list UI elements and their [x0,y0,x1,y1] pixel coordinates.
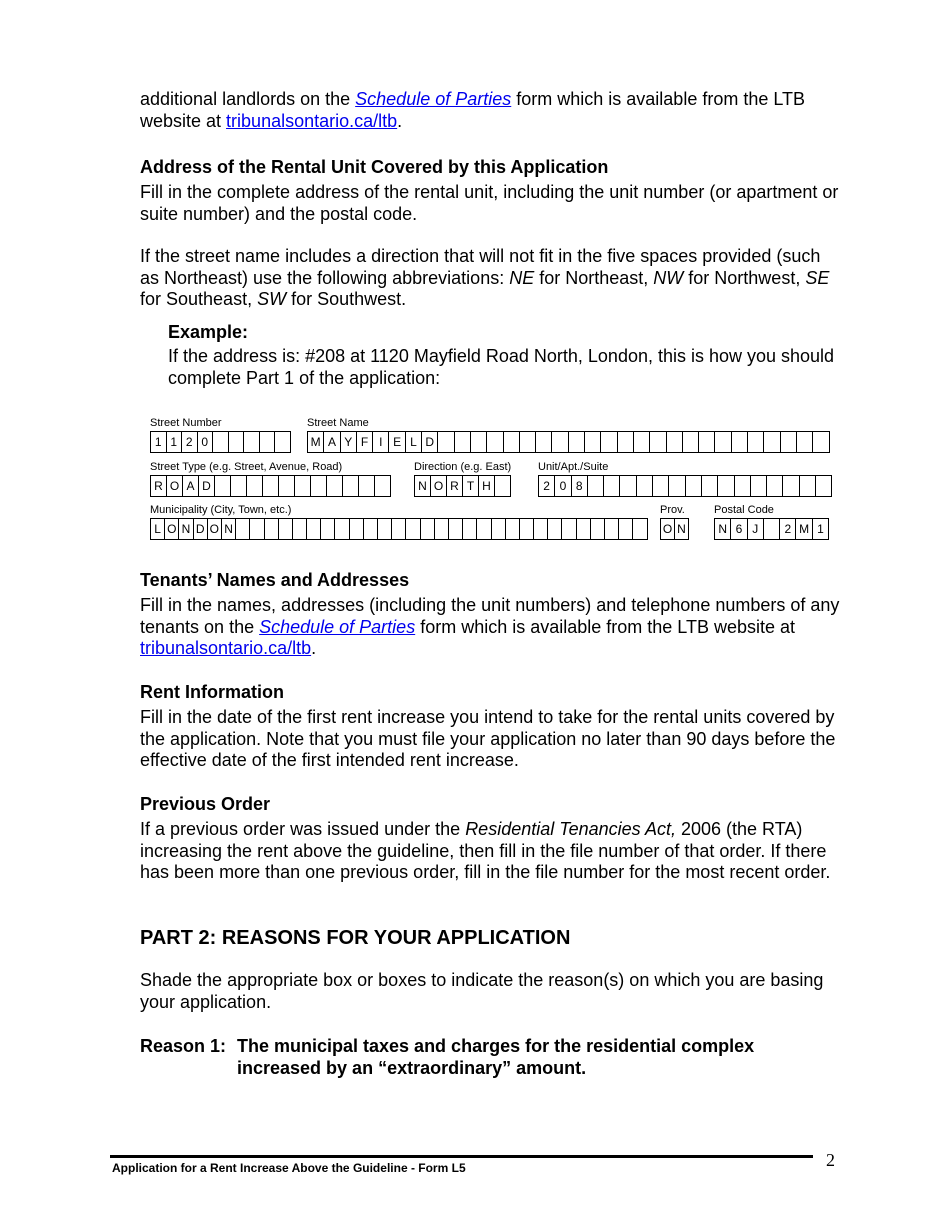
previous-text: If a previous order was issued under the [140,819,466,839]
direction-box: N [414,475,431,497]
municipality-box: N [178,518,193,540]
ltb-website-link[interactable]: tribunalsontario.ca/ltb [226,110,398,131]
street-number-box: 2 [181,431,198,453]
abbrev-ne: NE [509,267,535,288]
municipality-box [391,518,406,540]
street-type-box [230,475,247,497]
abbrev-intro: If the street name includes a direction that will not fit in the five spaces provided (such as Northeast) use the following abbreviations: [140,246,821,288]
street-type-box: A [182,475,199,497]
footer-rule [110,1155,813,1158]
municipality-box [405,518,420,540]
act-name: Residential Tenancies Act, [465,819,676,839]
street-type-box [262,475,279,497]
municipality-box [476,518,491,540]
street-name-box [584,431,601,453]
street-type-box [342,475,359,497]
street-type-boxes [150,475,390,497]
footer-title: Application for a Rent Increase Above the Guideline - Form L5 [112,1161,466,1175]
street-type-box [358,475,375,497]
tenants-text-2: form which is available from the LTB website at [415,616,796,637]
municipality-box [249,518,264,540]
street-number-box [243,431,260,453]
street-name-box [763,431,780,453]
abbrev-nw: NW [653,267,684,288]
street-name-box [780,431,797,453]
previous-text-2: 2006 (the RTA) increasing the rent above the guideline, then fill in the file number of that order. If there has been more than one previous order, fill in the file number for the most recent order. [140,819,831,882]
postal-code-label: Postal Code [714,504,774,516]
abbrev-ne-text: for Northeast, [534,267,654,288]
street-number-box [212,431,229,453]
example-heading: Example: [168,322,249,342]
postal-code-box: N [714,518,731,540]
unit-box: 8 [571,475,588,497]
unit-box: 0 [554,475,571,497]
abbrev-sw-text: for Southwest. [286,289,407,309]
unit-box [603,475,620,497]
municipality-box: L [150,518,165,540]
rent-heading: Rent Information [140,682,284,702]
tenants-schedule-of-parties-link[interactable]: Schedule of Parties [259,616,416,637]
tenants-text: Fill in the names, addresses (including the unit numbers) and telephone numbers of any tenants on the [140,595,840,637]
street-number-box [228,431,245,453]
municipality-box [576,518,591,540]
direction-box [494,475,511,497]
tenants-heading: Tenants’ Names and Addresses [140,570,410,590]
municipality-box [235,518,250,540]
municipality-box: N [221,518,236,540]
direction-box: H [478,475,495,497]
municipality-box [519,518,534,540]
street-name-box [486,431,503,453]
abbrev-sw: SW [257,289,287,309]
example-text: If the address is: #208 at 1120 Mayfield Road North, London, this is how you should complete Part 1 of the application: [168,346,835,388]
unit-label: Unit/Apt./Suite [538,461,609,473]
street-name-box [633,431,650,453]
municipality-box [491,518,506,540]
direction-label: Direction (e.g. East) [414,461,512,473]
street-name-box [551,431,568,453]
unit-box [701,475,718,497]
unit-box [766,475,783,497]
municipality-box [320,518,335,540]
street-type-box [294,475,311,497]
street-type-box [246,475,263,497]
street-name-box: M [307,431,324,453]
municipality-box [306,518,321,540]
street-type-box [310,475,327,497]
street-type-box [214,475,231,497]
street-number-box [259,431,276,453]
unit-box [734,475,751,497]
street-name-box [731,431,748,453]
street-name-box: L [405,431,422,453]
unit-box [652,475,669,497]
street-name-box [454,431,471,453]
schedule-of-parties-link[interactable]: Schedule of Parties [355,89,512,109]
intro-text: additional landlords on the [140,89,356,109]
previous-order-paragraph [140,819,840,884]
postal-code-boxes [714,518,828,540]
municipality-box [448,518,463,540]
municipality-box [349,518,364,540]
intro-text-2: form which is available from the LTB website at [140,89,806,131]
street-number-label: Street Number [150,417,222,429]
unit-box [782,475,799,497]
municipality-box: D [193,518,208,540]
street-type-box: D [198,475,215,497]
municipality-box [292,518,307,540]
municipality-box [547,518,562,540]
street-name-box [698,431,715,453]
address-form-example [150,417,840,547]
reason-1-label: Reason 1: [140,1036,227,1056]
street-type-label: Street Type (e.g. Street, Avenue, Road) [150,461,343,473]
street-number-box: 1 [150,431,167,453]
municipality-boxes [150,518,647,540]
part2-paragraph: Shade the appropriate box or boxes to indicate the reason(s) on which you are basing your application. [140,970,824,1012]
direction-box: T [462,475,479,497]
reason-1-text: The municipal taxes and charges for the residential complex increased by an “extraordinary” amount. [237,1036,755,1078]
municipality-box: O [207,518,222,540]
street-name-box [812,431,829,453]
street-name-boxes [307,431,829,453]
unit-box [587,475,604,497]
postal-code-box: 6 [730,518,747,540]
street-name-box: A [323,431,340,453]
part2-heading: PART 2: REASONS FOR YOUR APPLICATION [140,927,571,949]
municipality-box [264,518,279,540]
municipality-box [434,518,449,540]
abbrev-se: SE [805,267,830,288]
intro-paragraph [140,89,840,132]
street-name-box [617,431,634,453]
street-name-box [503,431,520,453]
unit-box [685,475,702,497]
street-name-box [568,431,585,453]
street-type-box: O [166,475,183,497]
previous-order-heading: Previous Order [140,794,271,814]
street-name-box [714,431,731,453]
unit-box [815,475,832,497]
municipality-box [533,518,548,540]
postal-code-box: 2 [779,518,796,540]
street-number-box: 0 [197,431,214,453]
street-type-box [374,475,391,497]
street-number-boxes [150,431,290,453]
direction-box: O [430,475,447,497]
unit-box [799,475,816,497]
municipality-box [604,518,619,540]
street-name-box [747,431,764,453]
street-name-box: E [388,431,405,453]
street-name-box [519,431,536,453]
postal-code-box [763,518,780,540]
street-name-box [666,431,683,453]
street-number-box: 1 [166,431,183,453]
street-name-box: D [421,431,438,453]
street-name-box [437,431,454,453]
street-name-box: I [372,431,389,453]
street-name-box [682,431,699,453]
abbrev-se-text: for Southeast, [140,289,258,309]
municipality-box [462,518,477,540]
address-paragraph-1: Fill in the complete address of the rental unit, including the unit number (or apartment or suite number) and the postal code. [140,182,839,224]
intro-period: . [397,110,403,131]
postal-code-box: 1 [812,518,829,540]
municipality-box: O [164,518,179,540]
prov-label: Prov. [660,504,685,516]
unit-box [668,475,685,497]
tenants-period: . [311,638,317,658]
street-type-box [278,475,295,497]
prov-box: N [674,518,689,540]
prov-box: O [660,518,675,540]
prov-boxes [660,518,688,540]
municipality-box [334,518,349,540]
municipality-box [561,518,576,540]
street-name-box [535,431,552,453]
unit-box [750,475,767,497]
municipality-label: Municipality (City, Town, etc.) [150,504,292,516]
street-type-box: R [150,475,167,497]
tenants-ltb-website-link[interactable]: tribunalsontario.ca/ltb [140,638,312,658]
street-name-box [649,431,666,453]
unit-box [619,475,636,497]
unit-boxes [538,475,831,497]
tenants-paragraph [140,595,840,660]
unit-box: 2 [538,475,555,497]
municipality-box [618,518,633,540]
unit-box [636,475,653,497]
direction-box: R [446,475,463,497]
direction-boxes [414,475,510,497]
unit-box [717,475,734,497]
municipality-box [377,518,392,540]
street-name-label: Street Name [307,417,369,429]
street-name-box [600,431,617,453]
page-number: 2 [826,1150,835,1170]
municipality-box [505,518,520,540]
street-number-box [274,431,291,453]
address-heading: Address of the Rental Unit Covered by this Application [140,157,609,177]
street-name-box: Y [340,431,357,453]
rent-paragraph: Fill in the date of the first rent increase you intend to take for the rental units covered by the application. Note that you must file your application no later than 90 days before the effective date of the first intended rent increase. [140,707,836,770]
municipality-box [278,518,293,540]
municipality-box [420,518,435,540]
street-type-box [326,475,343,497]
postal-code-box: M [795,518,812,540]
municipality-box [590,518,605,540]
municipality-box [363,518,378,540]
postal-code-box: J [747,518,764,540]
street-name-box: F [356,431,373,453]
street-name-box [470,431,487,453]
street-name-box [796,431,813,453]
address-paragraph-2 [140,246,840,311]
abbrev-nw-text: for Northwest, [683,267,806,288]
municipality-box [632,518,647,540]
